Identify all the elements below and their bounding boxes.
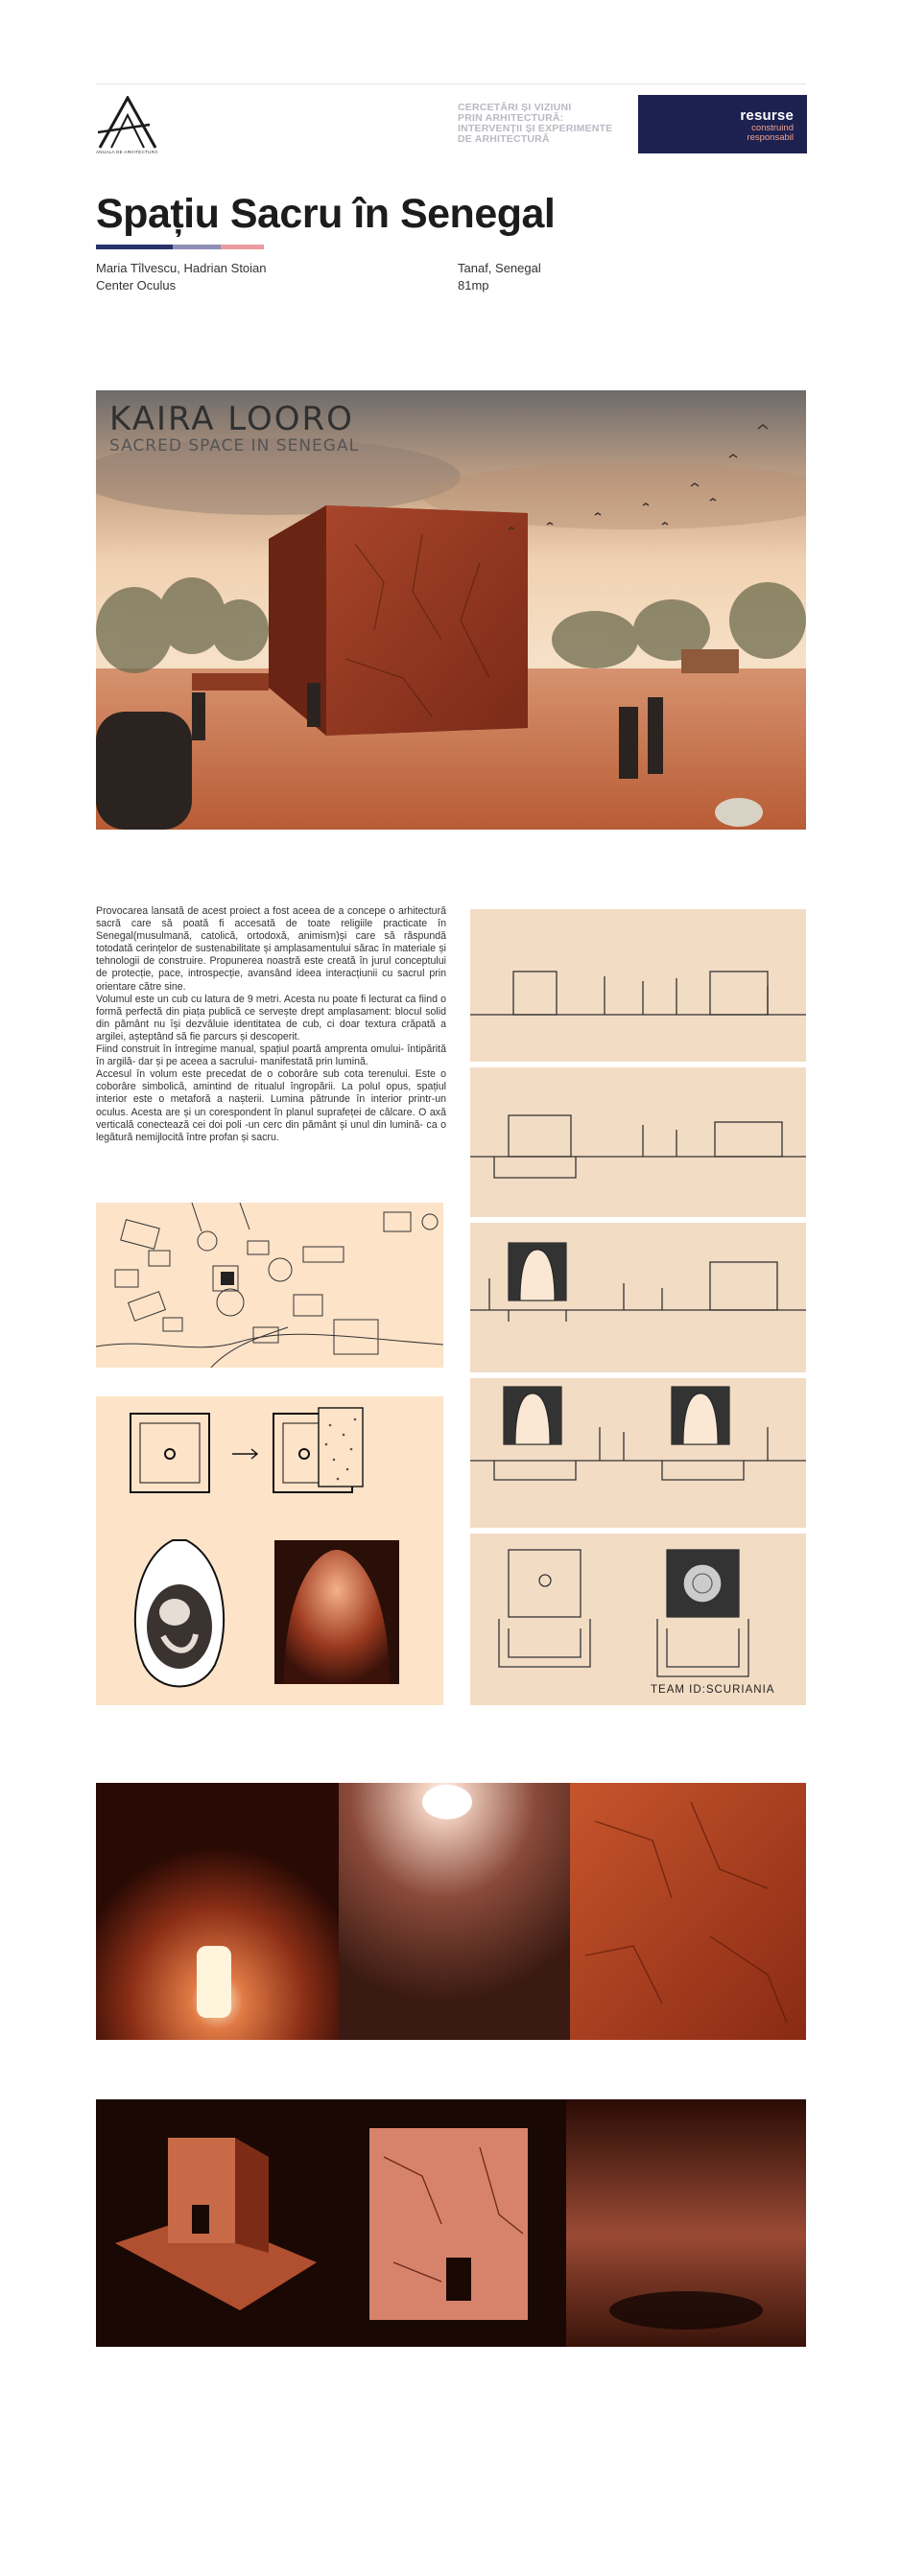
event-tagline <box>458 103 640 145</box>
project-credits <box>96 260 267 294</box>
logo-a-mark-icon <box>96 96 159 150</box>
header-divider <box>96 83 806 84</box>
sections-drawing-panel <box>470 909 806 1705</box>
description-paragraph: Provocarea lansată de acest proiect a fost aceea de a concepe o arhitectură sacră care să poată fi accesată de toate religiile practicate în Senegal(musulmană, catolică, ortodoxă, animism)și care să răspundă totodată cerințelor de sustenabilitate și amplasamentului sărac în materiale și tehnologii de construire. Propunerea noastră este creată în jurul conceptului de protecție, pace, introspecție, avansând ideea interacțiunii cu sacrul prin orientare către sine. <box>96 905 446 993</box>
sponsor-line: responsabil <box>747 132 794 143</box>
interior-photos-row <box>96 1783 806 2040</box>
site-plan-drawing <box>96 1203 443 1368</box>
tagline-line: INTERVENȚII ȘI EXPERIMENTE <box>458 123 613 134</box>
tagline-line: DE ARHITECTURĂ <box>458 133 550 145</box>
project-title: Spațiu Sacru în Senegal <box>96 191 556 237</box>
description-paragraph: Volumul este un cub cu latura de 9 metri. Acesta nu poate fi lecturat ca fiind o formă perfectă din piața publică ce servește drept amplasament: blocul solid din pământ nu își dezvăluie identitatea de cub, ci doar textura crăpată a argilei, așteptând să fie parcurs și descoperit. <box>96 993 446 1042</box>
project-studio: Center Oculus <box>96 278 177 293</box>
hero-subheading: SACRED SPACE IN SENEGAL <box>109 436 360 456</box>
project-info <box>458 260 541 294</box>
hero-render-image <box>96 390 806 830</box>
description-paragraph: Fiind construit în întregime manual, spațiul poartă amprenta omului- întipărită în argilă- dar și pe aceea a sacrului- manifestată prin lumină. <box>96 1043 446 1068</box>
title-underline-lavender <box>173 245 221 249</box>
concept-diagram <box>96 1396 443 1705</box>
tagline-line: PRIN ARHITECTURĂ: <box>458 112 564 124</box>
tagline-line: CERCETĂRI ȘI VIZIUNI <box>458 102 572 113</box>
project-location: Tanaf, Senegal <box>458 261 541 275</box>
project-description <box>96 905 446 1144</box>
model-photos-row <box>96 2099 806 2347</box>
title-underline-pink <box>221 245 264 249</box>
logo-caption: ANUALA DE ARHITECTURĂ <box>96 150 158 154</box>
sponsor-line: construind <box>751 123 794 133</box>
team-id-label: TEAM ID:SCURIANIA <box>651 1684 775 1696</box>
title-underline-navy <box>96 245 173 249</box>
project-authors: Maria Tîlvescu, Hadrian Stoian <box>96 261 267 275</box>
sponsor-logo <box>638 95 807 153</box>
anuala-logo <box>96 96 173 157</box>
sponsor-name: resurse <box>740 107 794 124</box>
description-paragraph: Accesul în volum este precedat de o coborâre sub cota terenului. Este o coborâre simbolică, amintind de ritualul îngropării. La polul opus, spațiul interior este o metaforă a nașterii. Lumina pătrunde în interior printr-un oculus. Acesta are și un corespondent în planul suprafeței de călcare. O axă verticală conectează cei doi poli -un cerc din pământ și unul din lumină- ca o legătură nemijlocită între profan și sacru. <box>96 1068 446 1143</box>
project-area: 81mp <box>458 278 489 293</box>
hero-heading: KAIRA LOORO <box>109 400 354 438</box>
